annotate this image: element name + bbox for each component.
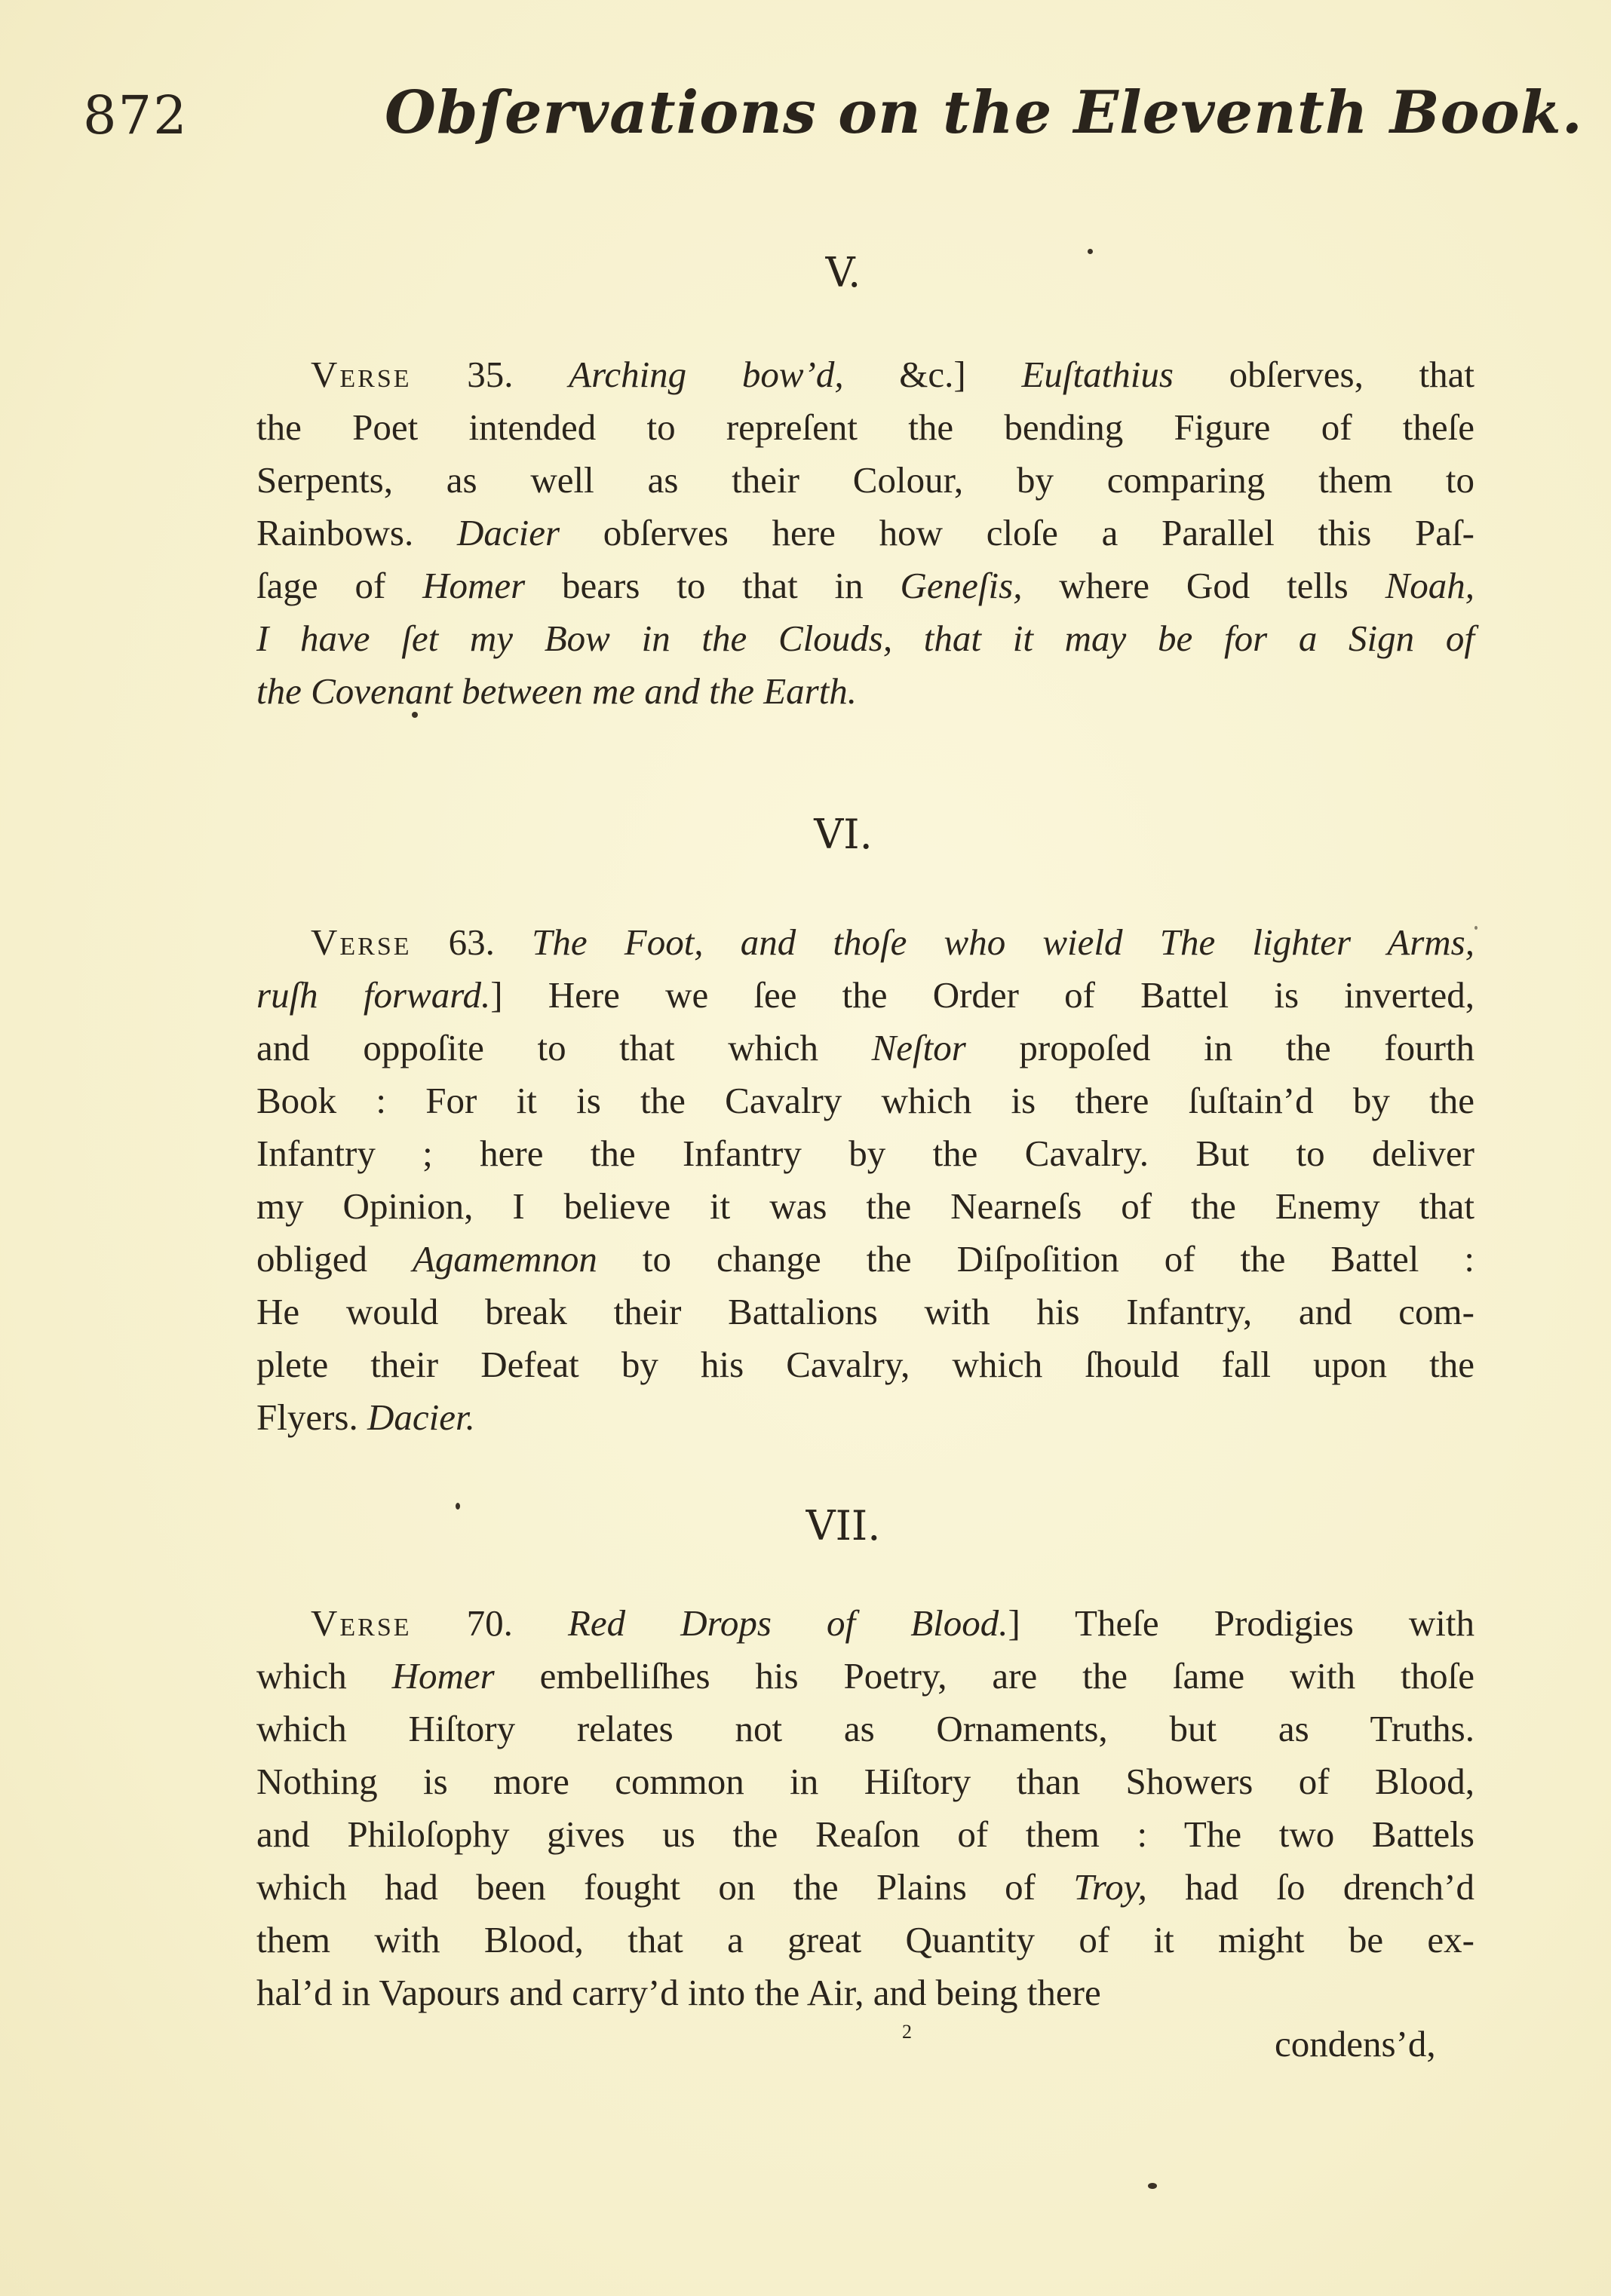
text-run: my Opinion, I believe it was the Nearneſs of the Enemy that	[256, 1185, 1474, 1227]
small-caps-run: Verse	[311, 354, 412, 395]
italic-run: Geneſis,	[900, 565, 1023, 606]
text-run: hal’d in Vapours and carry’d into the Air, and being there	[256, 1972, 1101, 2013]
italic-run: the Covenant between me and the Earth.	[256, 670, 858, 712]
text-run: Book : For it is the Cavalry which is there ſuſtain’d by the	[256, 1080, 1474, 1121]
text-line	[256, 401, 1474, 454]
text-run: obſerves, that	[1173, 354, 1474, 395]
text-line	[256, 1180, 1474, 1233]
text-line	[256, 969, 1474, 1022]
note-verse-35	[256, 348, 1474, 718]
running-head: Obſervations on the Eleventh Book.	[385, 78, 1583, 147]
text-run: plete their Defeat by his Cavalry, which ſhould fall upon the	[256, 1344, 1474, 1385]
italic-run: The Foot, and thoſe who wield The lighter Arms,	[532, 921, 1474, 963]
italic-run: Homer	[391, 1655, 495, 1697]
text-line	[256, 559, 1474, 612]
italic-run: Red Drops of Blood.	[567, 1602, 1008, 1644]
catchword: condens’d,	[1275, 2023, 1436, 2065]
text-line	[256, 348, 1474, 401]
page-number: 872	[83, 84, 189, 146]
text-run: propoſed in the fourth	[965, 1027, 1474, 1068]
small-caps-run: Verse	[311, 921, 412, 963]
text-line	[256, 1127, 1474, 1180]
ink-speck	[456, 1503, 460, 1510]
text-run: where God tells	[1022, 565, 1385, 606]
section-heading-vi: VI.	[814, 811, 873, 858]
text-line	[256, 612, 1474, 665]
text-run: had ſo drench’d	[1146, 1866, 1474, 1908]
italic-run: Dacier	[456, 512, 560, 553]
text-line	[256, 1966, 1474, 2019]
text-run: which	[256, 1655, 392, 1697]
italic-run: Neſtor	[871, 1027, 966, 1068]
text-line	[256, 1391, 1474, 1444]
text-line	[256, 454, 1474, 507]
ink-speck	[412, 712, 418, 718]
italic-run: Troy,	[1073, 1866, 1147, 1908]
text-line	[256, 1755, 1474, 1808]
section-heading-vii: VII.	[806, 1502, 881, 1550]
text-line	[256, 1914, 1474, 1966]
text-run: Infantry ; here the Infantry by the Cavalry. But to deliver	[256, 1133, 1474, 1174]
italic-run: Euſtathius	[1021, 354, 1174, 395]
text-line	[256, 1650, 1474, 1703]
text-run: and oppoſite to that which	[256, 1027, 872, 1068]
text-line	[256, 1074, 1474, 1127]
italic-run: Dacier.	[367, 1396, 475, 1438]
ink-speck	[1088, 249, 1093, 254]
italic-run: Arching bow’d,	[569, 354, 844, 395]
text-run: and Philoſophy gives us the Reaſon of them : The two Battels	[256, 1813, 1474, 1855]
text-line	[256, 507, 1474, 559]
italic-run: Noah,	[1385, 565, 1474, 606]
text-run: ] Here we ſee the Order of Battel is inverted,	[490, 974, 1474, 1016]
text-run: which Hiſtory relates not as Ornaments, but as Truths.	[256, 1708, 1474, 1749]
italic-run: Homer	[422, 565, 526, 606]
note-verse-70	[256, 1597, 1474, 2019]
section-heading-v: V.	[825, 249, 861, 296]
text-line	[256, 1703, 1474, 1755]
text-run: them with Blood, that a great Quantity of it might be ex-	[256, 1919, 1474, 1960]
text-run: Nothing is more common in Hiſtory than Showers of Blood,	[256, 1761, 1474, 1802]
text-line	[256, 1286, 1474, 1338]
text-run: to change the Diſpoſition of the Battel :	[597, 1238, 1475, 1280]
italic-run: Agamemnon	[412, 1238, 597, 1280]
text-line	[256, 916, 1474, 969]
text-run: 63.	[411, 921, 532, 963]
text-line	[256, 1808, 1474, 1861]
text-run: embelliſhes his Poetry, are the ſame with thoſe	[494, 1655, 1475, 1697]
text-line	[256, 1233, 1474, 1286]
text-run: &c.]	[843, 354, 1022, 395]
text-run: obſerves here how cloſe a Parallel this Paſ-	[560, 512, 1474, 553]
ink-speck	[1148, 2183, 1157, 2189]
signature-mark: 2	[902, 2021, 912, 2043]
small-caps-run: Verse	[311, 1602, 412, 1644]
text-run: 70.	[411, 1602, 568, 1644]
text-line	[256, 1022, 1474, 1074]
text-run: obliged	[256, 1238, 413, 1280]
italic-run: I have ſet my Bow in the Clouds, that it may be for a Sign of	[256, 618, 1474, 659]
note-verse-63	[256, 916, 1474, 1444]
text-run: Rainbows.	[256, 512, 457, 553]
text-line	[256, 1338, 1474, 1391]
text-run: bears to that in	[525, 565, 901, 606]
text-run: the Poet intended to repreſent the bending Figure of theſe	[256, 406, 1474, 448]
text-line	[256, 1861, 1474, 1914]
text-run: 35.	[411, 354, 569, 395]
text-run: which had been fought on the Plains of	[256, 1866, 1074, 1908]
text-run: Serpents, as well as their Colour, by comparing them to	[256, 459, 1474, 501]
text-line	[256, 665, 1474, 718]
text-run: ] Theſe Prodigies with	[1008, 1602, 1475, 1644]
text-run: ſage of	[256, 565, 423, 606]
text-run: He would break their Battalions with his Infantry, and com-	[256, 1291, 1474, 1332]
ink-speck	[1474, 926, 1478, 930]
text-line	[256, 1597, 1474, 1650]
text-run: Flyers.	[256, 1396, 367, 1438]
italic-run: ruſh forward.	[256, 974, 491, 1016]
